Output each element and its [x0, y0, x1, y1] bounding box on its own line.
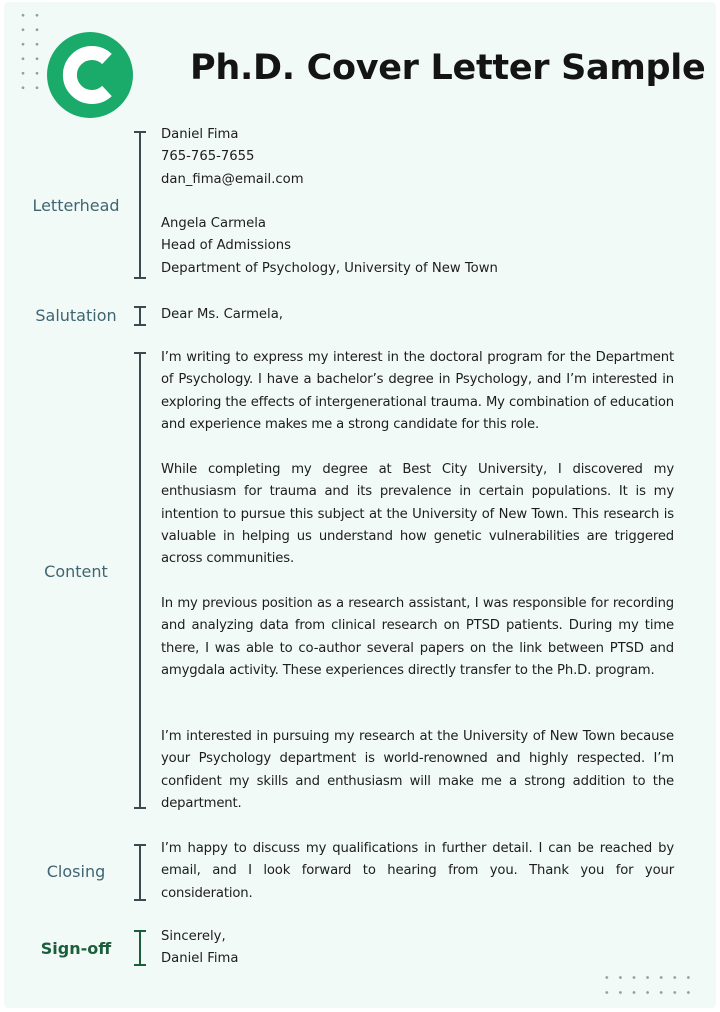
signoff-bracket — [134, 930, 146, 966]
dot-pattern-bottom-right — [600, 970, 696, 1002]
signoff-label: Sign-off — [40, 939, 112, 958]
dot-pattern-top-left — [16, 8, 44, 94]
salutation-label: Salutation — [35, 306, 117, 325]
letterhead-label: Letterhead — [32, 196, 120, 215]
closing-label: Closing — [46, 862, 106, 881]
signoff-block — [161, 926, 674, 971]
recipient-title: Head of Admissions — [161, 238, 291, 254]
sender-email: dan_fima@email.com — [161, 171, 304, 187]
content-paragraph-4: I’m interested in pursuing my research at the University of New Town because your Psychology department is world-renowned and highly respected. I’m confident my skills and enthusiasm will make me a strong addition to the department. — [161, 729, 674, 811]
content-label: Content — [44, 562, 108, 581]
recipient-org: Department of Psychology, University of New Town — [161, 260, 498, 276]
sender-phone: 765-765-7655 — [161, 149, 255, 165]
closing-bracket — [134, 844, 146, 901]
page-title: Ph.D. Cover Letter Sample — [190, 48, 706, 88]
content-paragraph-1: I’m writing to express my interest in the doctoral program for the Department of Psychology. I have a bachelor’s degree in Psychology, and I’m interested in exploring the effects of intergenerational trauma. My combination of education and experience makes me a strong candidate for this role. — [161, 350, 674, 432]
recipient-name: Angela Carmela — [161, 216, 266, 232]
content-bracket — [134, 352, 146, 809]
content-paragraph-3: In my previous position as a research assistant, I was responsible for recording and analyzing data from clinical research on PTSD patients. During my time there, I was able to co-author several papers on the link between PTSD and amygdala activity. These experiences directly transfer to the Ph.D. program. — [161, 596, 674, 678]
content-paragraph-2: While completing my degree at Best City University, I discovered my enthusiasm for trauma and its prevalence in certain populations. It is my intention to pursue this subject at the University of New Town. This research is valuable in helping us understand how genetic vulnerabilities are triggered across communities. — [161, 462, 674, 567]
c-circle-icon — [47, 32, 133, 118]
closing-text: I’m happy to discuss my qualifications in further detail. I can be reached by email, and I look forward to hearing from you. Thank you for your consideration. — [161, 841, 674, 901]
salutation-bracket — [134, 306, 146, 326]
sender-name: Daniel Fima — [161, 127, 239, 142]
signoff-line: Sincerely, — [161, 929, 226, 944]
salutation-text: Dear Ms. Carmela, — [161, 307, 283, 322]
signoff-name: Daniel Fima — [161, 951, 239, 967]
letterhead-block — [161, 124, 674, 280]
letterhead-bracket — [134, 131, 146, 279]
